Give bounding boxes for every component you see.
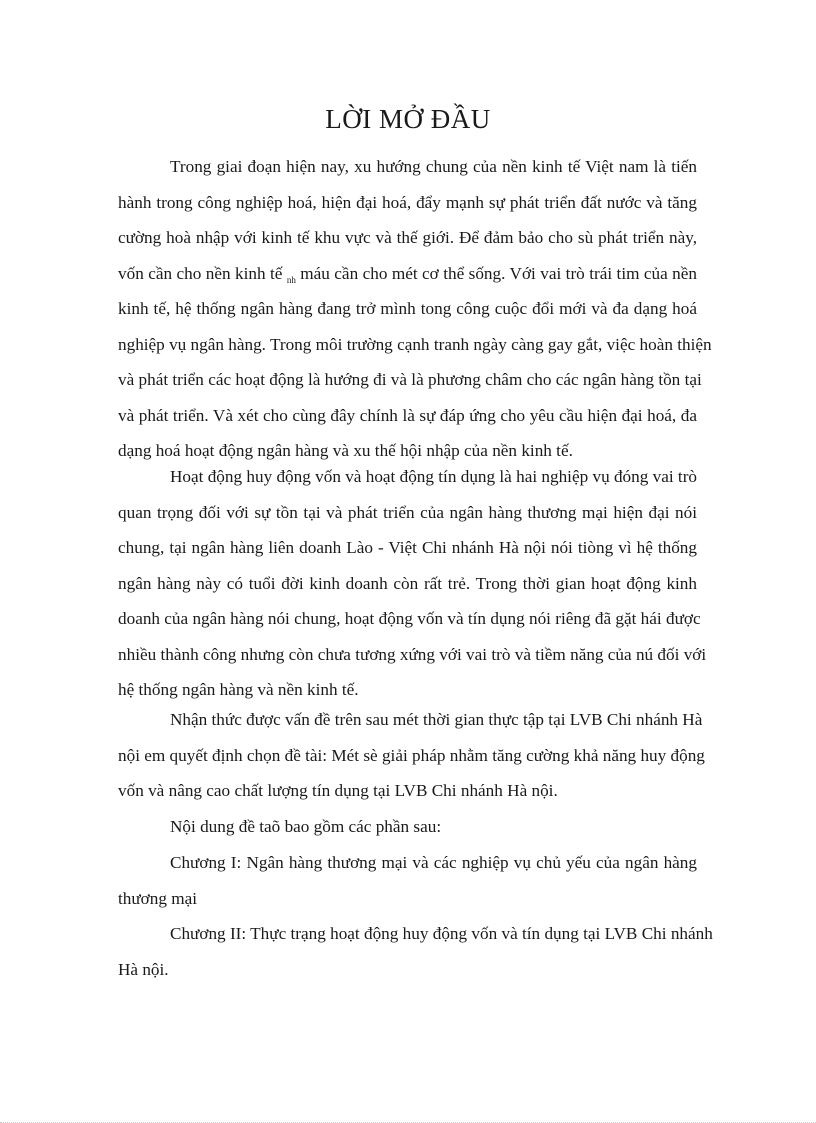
text-line: Hoạt động huy động vốn và hoạt động tín dụng là hai nghiệp vụ đóng vai trò	[170, 467, 698, 486]
text-line: và phát triển. Và xét cho cùng đây chính là sự đáp ứng cho yêu cầu hiện đại hoá, đa	[118, 405, 697, 425]
text-line: Nhận thức được vấn đề trên sau mét thời gian thực tập tại LVB Chi nhánh Hà	[170, 710, 703, 729]
text-line: nghiệp vụ ngân hàng. Trong môi trường cạnh tranh ngày càng gay gắt, việc hoàn thiện	[118, 334, 712, 354]
text-line: Nội dung đề taõ bao gồm các phần sau:	[170, 817, 442, 836]
text-line: Hà nội.	[118, 959, 169, 979]
text-line: thương mại	[118, 888, 198, 908]
text-line: Chương I: Ngân hàng thương mại và các nghiệp vụ chủ yếu của ngân hàng	[170, 853, 697, 872]
subscript-fragment: nh	[286, 274, 296, 285]
text-line: hệ thống ngân hàng và nền kinh tế.	[118, 680, 359, 699]
text-line: nội em quyết định chọn đề tài: Mét sè giải pháp nhằm tăng cường khả năng huy động	[118, 745, 705, 765]
text-line: chung, tại ngân hàng liên doanh Lào - Việt Chi nhánh Hà nội nói tiòng vì hệ thống	[118, 538, 697, 557]
text-line: và phát triển các hoạt động là hướng đi và là phương châm cho các ngân hàng tồn tại	[118, 370, 702, 389]
text-line: vốn và nâng cao chất lượng tín dụng tại LVB Chi nhánh Hà nội.	[118, 781, 558, 800]
text-line: quan trọng đối với sự tồn tại và phát triển của ngân hàng thương mại hiện đại nói	[118, 502, 697, 522]
text-line: dạng hoá hoạt động ngân hàng và xu thế hội nhập của nền kinh tế.	[118, 441, 573, 460]
text-line: ngân hàng này có tuổi đời kinh doanh còn rất trẻ. Trong thời gian hoạt động kinh	[118, 573, 697, 593]
text-line: Chương II: Thực trạng hoạt động huy động vốn và tín dụng tại LVB Chi nhánh	[170, 924, 713, 943]
text-line: hành trong công nghiệp hoá, hiện đại hoá, đẩy mạnh sự phát triển đất nước và tăng	[118, 192, 697, 212]
text-line: kinh tế, hệ thống ngân hàng đang trở mình tong công cuộc đổi mới và đa dạng hoá	[118, 299, 697, 318]
text-line: vốn cần cho nền kinh tế $_{nh}$ máu cần cho mét cơ thể sống. Với vai trò trái tim của nền	[118, 263, 697, 285]
text-line: Trong giai đoạn hiện nay, xu hướng chung của nền kinh tế Việt nam là tiến	[170, 157, 697, 176]
text-line: cường hoà nhập với kinh tế khu vực và thế giới. Để đảm bảo cho sù phát triển này,	[118, 228, 697, 247]
document-title: LỜI MỞ ĐẦU	[325, 104, 491, 134]
text-line: doanh của ngân hàng nói chung, hoạt động vốn và tín dụng nói riêng đã gặt hái được	[118, 609, 701, 628]
text-line: nhiều thành công nhưng còn chưa tương xứng với vai trò và tiềm năng của nú đối với	[118, 644, 707, 664]
